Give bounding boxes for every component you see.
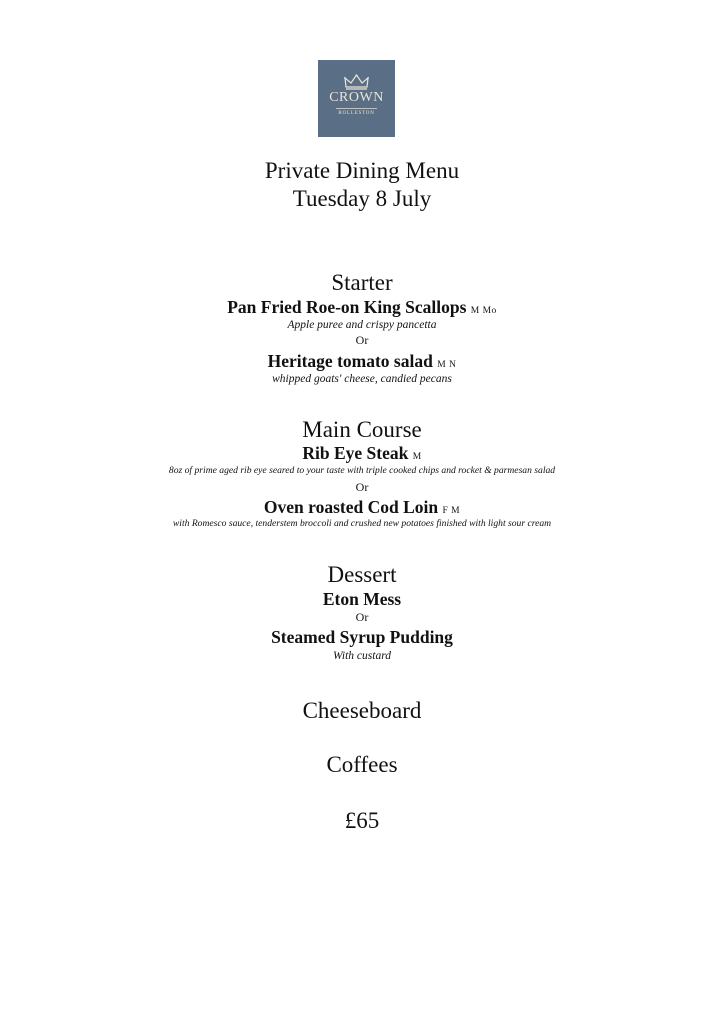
dessert-dish-2-name: Steamed Syrup Pudding	[271, 627, 453, 647]
starter-dish-2-name: Heritage tomato salad	[267, 351, 433, 371]
dessert-heading: Dessert	[327, 562, 397, 587]
starter-dish-1-description: Apple puree and crispy pancetta	[287, 319, 437, 331]
logo-brand: CROWN	[329, 90, 384, 105]
starter-dish-2-allergens: M N	[437, 360, 457, 370]
coffees-heading: Coffees	[326, 752, 398, 777]
main-dish-1-allergens: M	[412, 452, 422, 462]
main-dish-2	[0, 497, 724, 518]
main-dish-2-description: with Romesco sauce, tenderstem broccoli and crushed new potatoes finished with light sour cream	[172, 518, 552, 529]
crown-icon	[344, 74, 369, 90]
starter-heading: Starter	[331, 270, 393, 295]
starter-dish-1-allergens: M Mo	[470, 306, 497, 316]
starter-dish-2	[0, 351, 724, 372]
starter-dish-2-description: whipped goats' cheese, candied pecans	[272, 373, 452, 385]
main-dish-1	[0, 443, 724, 464]
starter-dish-1-name: Pan Fried Roe-on King Scallops	[227, 297, 467, 317]
main-dish-1-description: 8oz of prime aged rib eye seared to your taste with triple cooked chips and rocket & parmesan salad	[168, 465, 556, 476]
logo-place: ROLLESTON	[338, 111, 375, 116]
main-dish-1-name: Rib Eye Steak	[302, 443, 409, 463]
main-course-heading: Main Course	[302, 417, 422, 442]
dessert-dish-2-description: With custard	[332, 650, 392, 662]
dessert-or: Or	[355, 610, 369, 624]
crown-rolleston-logo	[318, 60, 395, 137]
menu-price: £65	[344, 808, 380, 833]
starter-or: Or	[355, 333, 369, 347]
starter-dish-1	[0, 297, 724, 318]
main-dish-2-name: Oven roasted Cod Loin	[263, 497, 439, 517]
main-or: Or	[355, 480, 369, 494]
dessert-dish-1-name: Eton Mess	[322, 589, 402, 609]
main-dish-2-allergens: F M	[442, 506, 461, 516]
menu-date: Tuesday 8 July	[292, 186, 432, 211]
menu-title: Private Dining Menu	[264, 158, 460, 183]
cheeseboard-heading: Cheeseboard	[302, 698, 422, 723]
logo-divider	[336, 108, 377, 109]
